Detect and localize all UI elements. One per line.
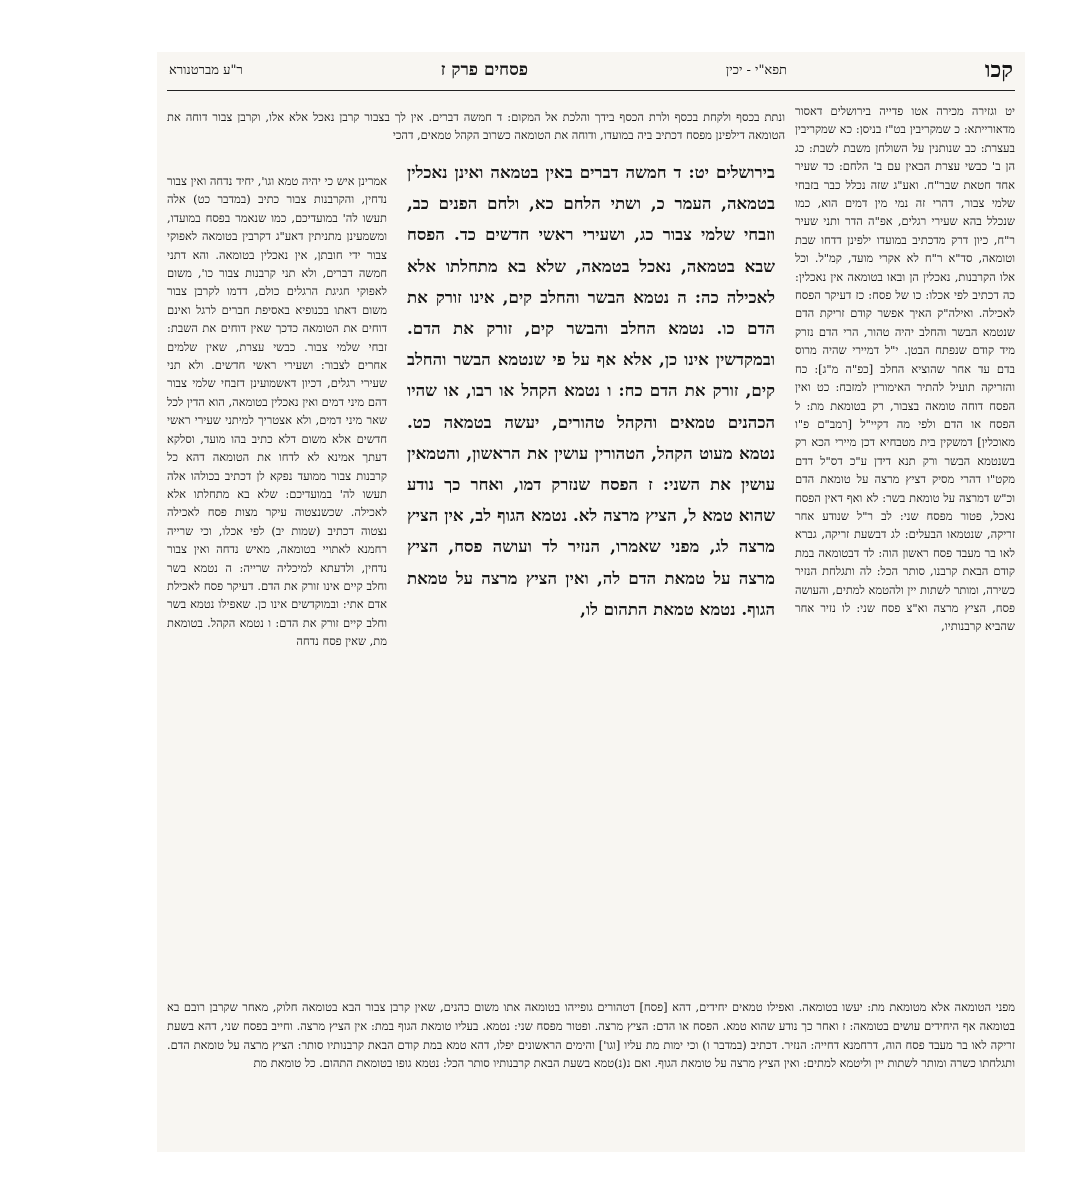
commentary-left-text: אמרינן איש כי יהיה טמא וגו', יחיד נדחה ואין צבור נדחין, והקרבנות צבור כתיב (במדבר כט) אלה תעשו לה' במועדיכם, כמו שנאמר בפסח במועדו, ומשמעינן מתניתין דאע"ג דקרבין בטומאה לאפוקי צבור ידי חובתן, אין נאכלין בטומאה. והא דתני חמשה דברים, ולא תני קרבנות צבור כו', משום לאפוקי חגיגת הרגלים כולם, דדמו לקרבן צבור משום דאתו בכנופיא באסיפת חברים לרגל ואינם דוחים את הטומאה כדכך שאין דוחים את השבת: זבחי שלמי צבור. כבשי עצרת, שאין שלמים אחרים לצבור: ושעירי ראשי חדשים. ולא תני שעירי רגלים, דכיון דאשמועינן דזבחי שלמי צבור דהם מיני דמים ואין נאכלין בטומאה, הוא הדין לכל שאר מיני דמים, ולא אצטריך למיתני שעירי ראשי חדשים אלא משום דלא כתיב בהו מועד, וסלקא דעתך אמינא לא לדחו את הטומאה דהא כל קרבנות צבור ממועד נפקא לן דכתיב בכולהו אלה תעשו לה' במועדיכם: שלא בא מתחלתו אלא לאכילה. שכשנצטוה עיקר מצות פסח לאכילה נצטוה דכתיב (שמות יב) לפי אכלו, וכי שרייה רחמנא לאתויי בטומאה, מאיש נדחה ואין צבור נדחין, ולדעתא למיכליה שרייה: ה נטמא בשר וחלב קיים אינו זורק את הדם. דעיקר פסח לאכילת אדם אתי: ובמוקדשים אינו כן. שאפילו נטמא בשר וחלב קיים זורק את הדם: ו נטמא הקהל. בטומאת מת, שאין פסח נדחה: [167, 174, 387, 649]
commentary-left-column: [167, 172, 387, 987]
running-title: פסחים פרק ז: [440, 60, 529, 80]
page-number: קכו: [984, 57, 1013, 83]
mishnah-text: בירושלים יט: ד חמשה דברים באין בטמאה ואינן נאכלין בטמאה, העמר כ, ושתי הלחם כא, ולחם הפנים כב, וזבחי שלמי צבור כג, ושעירי ראשי חדשים כד. הפסח שבא בטמאה, נאכל בטמאה, שלא בא מתחלתו אלא לאכילה כה: ה נטמא הבשר והחלב קים, אינו זורק את הדם כו. נטמא החלב והבשר קים, זורק את הדם. ובמקדשין אינו כן, אלא אף על פי שנטמא הבשר והחלב קים, זורק את הדם כח: ו נטמא הקהל או רבו, או שהיו הכהנים טמאים והקהל טהורים, יעשה בטמאה כט. נטמא מעוט הקהל, הטהורין עושין את הראשון, והטמאין עושין את השני: ז הפסח שנזרק דמו, ואחר כך נודע שהוא טמא ל, הציץ מרצה לא. נטמא הגוף לב, אין הציץ מרצה לג, מפני שאמרו, הנזיר לד ועושה פסח, הציץ מרצה על טמאת הדם לה, ואין הציץ מרצה על טמאת הגוף. נטמא טמאת התהום לו,: [407, 162, 775, 619]
commentary-right-text: יט וגזירה מכירה אטו פדייה בירושלים דאסור מדאורייתא: כ שמקריבין בט"ז בניסן: כא שמקריבין בעצרת: כב שנותנין על השולחן משבת לשבת: כג הן ב' כבשי עצרת הבאין עם ב' הלחם: כד שעיר אחד חטאת שבר"ח. ואע"ג שזה נכלל כבר בזבחי שלמי צבור, דהרי זה נמי מין דמים הוא, כמו שנכלל בהא שעירי רגלים, אפ"ה הדר ותני שעיר ר"ח, כיון דרק מדכתיב במועדו ילפינן דדחו שבת וטומאה, סד"א ר"ח לא אקרי מועד, קמ"ל. וכל אלו הקרבנות, נאכלין הן ובאו בטומאה אין נאכלין: כה דכתיב לפי אכלו: כו של פסח: כז דעיקר הפסח לאכילה. ואילה"ק האיך אפשר קודם זריקת הדם שנטמא הבשר והחלב יהיה טהור, הרי הדם נזרק מיד קודם שנפתח הבטן. י"ל דמיירי שהיה מרוס בדם עד אחר שהוציא החלב [כפ"ה מ"ג]: כח והזריקה תועיל להתיר האימורין למזבח: כט ואין הפסח דוחה טומאה בצבור, רק בטומאת מת: ל הפסח או הדם ולפי מה דקיי"ל [רמב"ם פ"ו מאוכלין] דמשקין בית מטבחיא דכן מיירי הכא רק בשנטמא הבשר ורק תנא דידן ע"כ דס"ל דדם מקט"ו דהרי מסיק דציץ מרצה על טומאת הדם וכ"ש דמרצה על טומאת בשר: לא ואף דאין הפסח נאכל, פטור מפסח שני: לב ר"ל שנודע אחר זריקה, שנטמאו הבעלים: לג דבשעת זריקה, גברא לאו בר מעבד פסח ראשון הוה: לד דבטומאה במת קודם הבאת קרבנו, סותר הכל: לה ותגלחת הנזיר כשירה, ומותר לשתות יין ולהטמא למתים, והעושה פסח, הציץ מרצה וא"צ פסח שני: לו נזיר אחר שהביא קרבנותיו,: [795, 104, 1015, 634]
commentary-right-column: [795, 102, 1015, 967]
book-page: [157, 52, 1025, 1152]
commentary-bottom-block: [167, 987, 1015, 1147]
left-side-label: ר"ע מברטנורא: [169, 63, 243, 78]
commentary-bottom-text: מפני הטומאה אלא מטומאת מת: יעשו בטומאה. ואפילו טמאים יחידים, דהא [פסח] דטהורים גופייהו בטומאה אתו משום כהנים, שאין קרבן צבור הבא בטומאה חלוק, מאחר שקרבן רובם בא בטומאה אף היחידים עושים בטומאה: ז ואחר כך נודע שהוא טמא. הפסח או הדם: הציץ מרצה. ופטור מפסח שני: נטמא. בעליו טומאת הגוף במת: אין הציץ מרצה. וחייב בפסח שני, דהא בשעת זריקה לאו בר מעבד פסח הוה, דרחמנא דחייה: הנזיר. דכתיב (במדבר ו) וכי ימות מת עליו [וגו'] והימים הראשונים יפלו, דהא טמא במת קודם הבאת קרבנותיו סותר: הציץ מרצה על טומאת הדם. ותגלחתו כשרה ומותר לשתות יין וליטמא למתים: ואין הציץ מרצה על טומאת הגוף. ואם נ(נ)טמא בשעת הבאת קרבנותיו סותר הכל: נטמא גופו בטומאת התהום. כל טומאת מת: [167, 1000, 1015, 1071]
mishnah-main-column: [407, 157, 775, 977]
commentary-top-text: ונתת בכסף ולקחת בכסף ולרת הכסף בידך והלכת אל המקום: ד חמשה דברים. אין לך בצבור קרבן נאכל אלא אלו, וקרבן צבור דוחה את הטומאה דילפינן מפסח דכתיב ביה במועדו, ודוחה את הטומאה כשרוב הקהל טמאים, דהכי: [167, 110, 785, 142]
header-rule: [167, 90, 1015, 91]
commentary-top-block: [167, 98, 785, 150]
page-header: [157, 58, 1025, 82]
right-side-label: תפא"י - יכין: [725, 63, 787, 78]
